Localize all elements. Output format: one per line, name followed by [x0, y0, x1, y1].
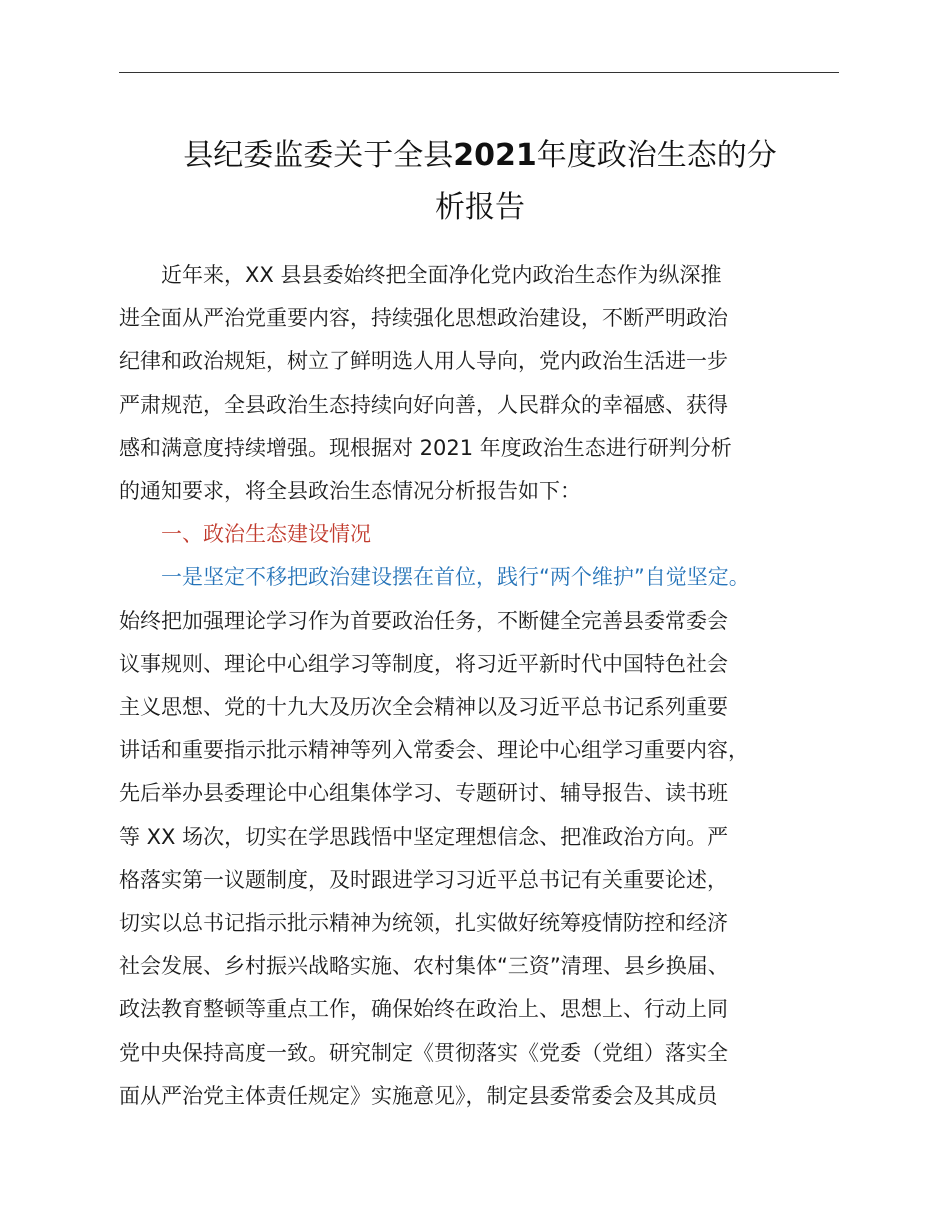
- text-line: 严肃规范，全县政治生态持续向好向善，人民群众的幸福感、获得: [119, 392, 728, 417]
- text-line: 议事规则、理论中心组学习等制度，将习近平新时代中国特色社会: [119, 651, 728, 676]
- text-line: 近年来，XX 县县委始终把全面净化党内政治生态作为纵深推: [161, 263, 722, 287]
- text-line: 的通知要求，将全县政治生态情况分析报告如下：: [119, 479, 581, 504]
- section-paragraph: [119, 556, 844, 1118]
- text-line: 讲话和重要指示批示精神等列入常委会、理论中心组学习重要内容，: [119, 738, 749, 763]
- text-line: 切实以总书记指示批示精神为统领，扎实做好统筹疫情防控和经济: [119, 911, 728, 936]
- text-line: 面从严治党主体责任规定》实施意见》，制定县委常委会及其成员: [119, 1083, 718, 1108]
- text-line: 党中央保持高度一致。研究制定《贯彻落实《党委（党组）落实全: [119, 1040, 728, 1065]
- text-line: 主义思想、党的十九大及历次全会精神以及习近平总书记系列重要: [119, 695, 728, 720]
- text-line: 始终把加强理论学习作为首要政治任务，不断健全完善县委常委会: [119, 608, 728, 633]
- document-body: [119, 254, 844, 1118]
- text-line: 感和满意度持续增强。现根据对 2021 年度政治生态进行研判分析: [119, 435, 732, 460]
- document-title: [110, 130, 850, 234]
- text-line: 等 XX 场次，切实在学思践悟中坚定理想信念、把准政治方向。严: [119, 824, 729, 849]
- subsection-heading: 一是坚定不移把政治建设摆在首位，践行“两个维护”自觉坚定。: [161, 565, 750, 590]
- text-line: 政法教育整顿等重点工作，确保始终在政治上、思想上、行动上同: [119, 997, 728, 1022]
- intro-paragraph: [119, 254, 844, 513]
- text-line: 进全面从严治党重要内容，持续强化思想政治建设，不断严明政治: [119, 306, 728, 331]
- text-line: 社会发展、乡村振兴战略实施、农村集体“三资”清理、县乡换届、: [119, 954, 729, 979]
- title-year: 2021: [453, 138, 537, 173]
- section-heading: 一、政治生态建设情况: [161, 522, 371, 547]
- text-line: 先后举办县委理论中心组集体学习、专题研讨、辅导报告、读书班: [119, 781, 728, 806]
- text-line: 格落实第一议题制度，及时跟进学习习近平总书记有关重要论述，: [119, 867, 728, 892]
- text-line: 纪律和政治规矩，树立了鲜明选人用人导向，党内政治生活进一步: [119, 349, 728, 374]
- title-line-1: 县纪委监委关于全县2021年度政治生态的分: [183, 138, 777, 173]
- header-rule: [119, 72, 839, 73]
- title-line-2: 析报告: [435, 190, 525, 225]
